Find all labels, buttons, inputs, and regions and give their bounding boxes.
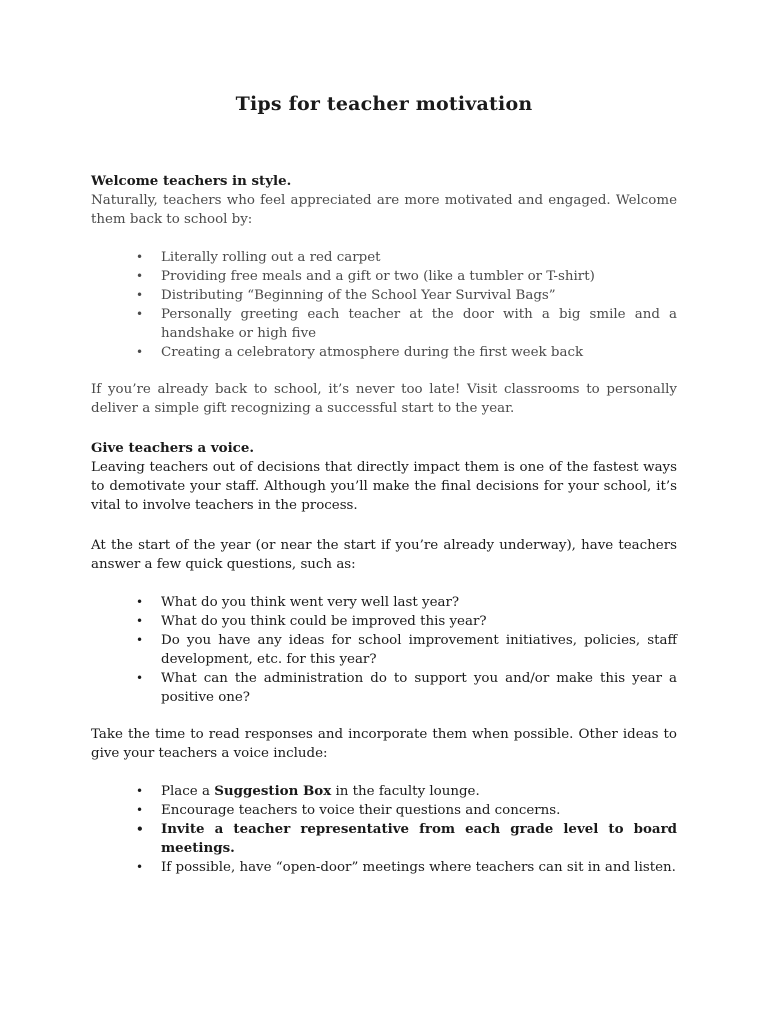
section-heading-voice: Give teachers a voice. [91,440,255,456]
list-item: • Providing free meals and a gift or two (like a tumbler or T-shirt) [136,269,595,284]
bullet-icon: • [136,784,144,798]
list-item: • Do you have any ideas for school improvement initiatives, policies, staff development, etc. for this year? [136,633,677,667]
ideas-intro: Take the time to read responses and incorporate them when possible. Other ideas to give your teachers a voice include: [91,727,677,761]
bullet-icon: • [136,250,144,264]
suggestion-box-emphasis: Suggestion Box [214,783,332,799]
questions-list [91,593,677,707]
list-item: • Place a Suggestion Box in the faculty lounge. [136,783,480,799]
list-item: • Encourage teachers to voice their questions and concerns. [136,803,561,818]
bullet-icon: • [136,595,144,609]
welcome-list [91,248,677,362]
list-item: • Personally greeting each teacher at the door with a big smile and a handshake or high five [136,307,677,341]
section-intro-voice: Leaving teachers out of decisions that directly impact them is one of the fastest ways to demotivate your staff. Although you’ll make the final decisions for your school, it’s vital to involve teachers in the process. [91,460,677,513]
list-item: • Distributing “Beginning of the School Year Survival Bags” [136,288,556,303]
bullet-icon: • [136,633,144,647]
ideas-list [91,782,677,877]
list-item: • What do you think went very well last year? [136,595,460,610]
bullet-icon: • [136,614,144,628]
bullet-icon: • [136,822,144,836]
bullet-icon: • [136,269,144,283]
section-intro-welcome: Naturally, teachers who feel appreciated are more motivated and engaged. Welcome them back to school by: [91,193,677,227]
list-item: • What can the administration do to support you and/or make this year a positive one? [136,671,677,705]
bullet-icon: • [136,860,144,874]
document-body [91,172,677,877]
bullet-icon: • [136,307,144,321]
list-item: • If possible, have “open-door” meetings where teachers can sit in and listen. [136,860,676,875]
bullet-icon: • [136,345,144,359]
document-title: Tips for teacher motivation [235,93,533,115]
section-outro-welcome: If you’re already back to school, it’s never too late! Visit classrooms to personally deliver a simple gift recognizing a successful start to the year. [91,382,677,416]
bullet-icon: • [136,671,144,685]
questions-intro: At the start of the year (or near the start if you’re already underway), have teachers answer a few quick questions, such as: [91,538,677,572]
bullet-icon: • [136,803,144,817]
section-heading-welcome: Welcome teachers in style. [91,173,292,189]
list-item: • Creating a celebratory atmosphere during the first week back [136,345,584,360]
list-item: • Literally rolling out a red carpet [136,250,381,265]
list-item: • Invite a teacher representative from each grade level to board meetings. [136,821,677,856]
list-item: • What do you think could be improved this year? [136,614,487,629]
bullet-icon: • [136,288,144,302]
